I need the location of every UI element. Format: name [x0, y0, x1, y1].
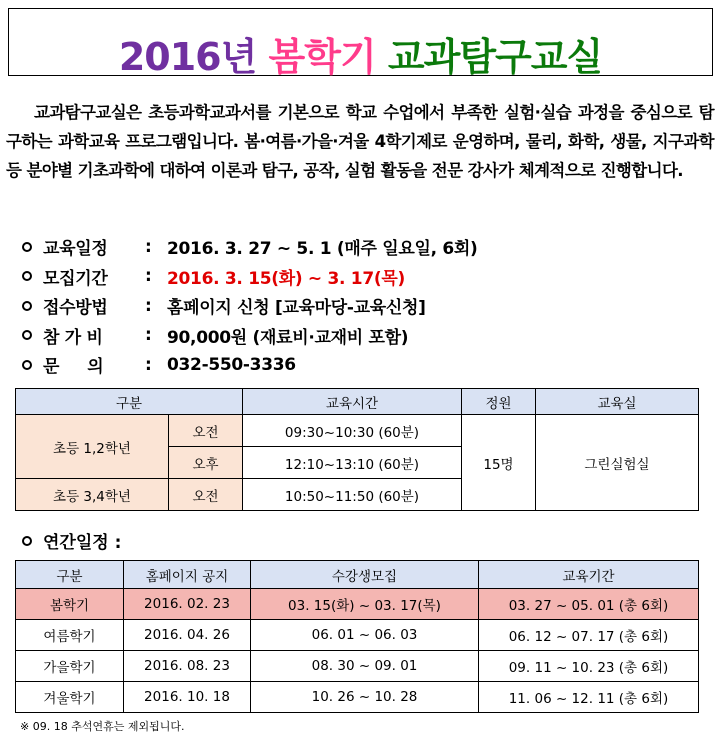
intro-paragraph	[6, 98, 714, 185]
header-category: 구분	[16, 389, 243, 415]
period-cell: 오전	[169, 415, 243, 447]
notice-cell: 2016. 02. 23	[124, 589, 251, 620]
title-box	[8, 8, 713, 79]
footnote: ※ 09. 18 추석연휴는 제외됩니다.	[20, 720, 185, 733]
info-label: 문 의	[43, 357, 104, 378]
table-row	[16, 415, 699, 447]
info-value: 2016. 3. 27 ~ 5. 1 (매주 일요일, 6회)	[167, 239, 478, 260]
term-cell: 여름학기	[16, 620, 124, 651]
recruit-cell: 08. 30 ~ 09. 01	[251, 651, 479, 682]
intro-text: 교과탐구교실은 초등과학교과서를 기본으로 학교 수업에서 부족한 실험·실습 과정을 중심으로 탐구하는 과학교육 프로그램입니다. 봄·여름·가을·겨울 4학기제로 운영하며, 물리, 화학, 생물, 지구과학 등 분야별 기초과학에 대하여 이론과 탐구, 공작, 실험 활동을 전문 강사가 체계적으로 진행합니다.	[6, 103, 714, 180]
header-room: 교육실	[536, 389, 699, 415]
header-notice: 홈페이지 공지	[124, 561, 251, 589]
info-list	[22, 232, 477, 380]
header-recruit: 수강생모집	[251, 561, 479, 589]
table-row	[16, 589, 699, 620]
term-cell: 가을학기	[16, 651, 124, 682]
time-cell: 12:10~13:10 (60분)	[243, 447, 462, 479]
info-value: 032-550-3336	[167, 354, 296, 375]
period-cell: 06. 12 ~ 07. 17 (총 6회)	[479, 620, 699, 651]
info-label: 참 가 비	[43, 327, 103, 348]
circle-bullet-icon	[22, 301, 32, 311]
notice-cell: 2016. 04. 26	[124, 620, 251, 651]
info-value: 홈페이지 신청 [교육마당-교육신청]	[167, 298, 426, 319]
recruit-cell: 06. 01 ~ 06. 03	[251, 620, 479, 651]
info-label: 접수방법	[43, 298, 108, 319]
class-time-table	[15, 388, 699, 511]
period-cell: 09. 11 ~ 10. 23 (총 6회)	[479, 651, 699, 682]
notice-cell: 2016. 10. 18	[124, 682, 251, 713]
info-value: 90,000원 (재료비·교재비 포함)	[167, 327, 409, 348]
period-cell: 03. 27 ~ 05. 01 (총 6회)	[479, 589, 699, 620]
period-cell: 11. 06 ~ 12. 11 (총 6회)	[479, 682, 699, 713]
table-row	[16, 651, 699, 682]
time-cell: 10:50~11:50 (60분)	[243, 479, 462, 511]
term-cell: 겨울학기	[16, 682, 124, 713]
info-label: 모집기간	[43, 268, 108, 289]
info-fee: 참 가 비 : 90,000원 (재료비·교재비 포함)	[22, 321, 477, 351]
info-contact: 문 의 : 032-550-3336	[22, 350, 477, 380]
table-header-row	[16, 561, 699, 589]
table-row	[16, 682, 699, 713]
circle-bullet-icon	[22, 242, 32, 252]
title-program: 교과탐구교실	[387, 35, 603, 79]
page-title	[9, 26, 712, 81]
circle-bullet-icon	[22, 360, 32, 370]
recruit-cell: 03. 15(화) ~ 03. 17(목)	[251, 589, 479, 620]
circle-bullet-icon	[22, 330, 32, 340]
info-recruit-period: 모집기간 : 2016. 3. 15(화) ~ 3. 17(목)	[22, 262, 477, 292]
info-label: 교육일정	[43, 239, 108, 260]
info-apply-method: 접수방법 : 홈페이지 신청 [교육마당-교육신청]	[22, 291, 477, 321]
title-year: 2016년	[118, 35, 257, 79]
room-cell: 그린실험실	[536, 415, 699, 511]
table-header-row	[16, 389, 699, 415]
time-cell: 09:30~10:30 (60분)	[243, 415, 462, 447]
grade-cell: 초등 1,2학년	[16, 415, 169, 479]
capacity-cell: 15명	[462, 415, 536, 511]
period-cell: 오후	[169, 447, 243, 479]
annual-schedule-title: 연간일정 :	[43, 533, 122, 553]
header-capacity: 정원	[462, 389, 536, 415]
recruit-cell: 10. 26 ~ 10. 28	[251, 682, 479, 713]
header-term: 구분	[16, 561, 124, 589]
term-cell: 봄학기	[16, 589, 124, 620]
title-season: 봄학기	[268, 35, 376, 79]
info-value: 2016. 3. 15(화) ~ 3. 17(목)	[167, 268, 405, 289]
info-schedule: 교육일정 : 2016. 3. 27 ~ 5. 1 (매주 일요일, 6회)	[22, 232, 477, 262]
header-period: 교육기간	[479, 561, 699, 589]
circle-bullet-icon	[22, 271, 32, 281]
table-row	[16, 620, 699, 651]
circle-bullet-icon	[22, 536, 32, 546]
annual-schedule-heading	[22, 528, 121, 553]
annual-schedule-table	[15, 560, 699, 713]
grade-cell: 초등 3,4학년	[16, 479, 169, 511]
header-time: 교육시간	[243, 389, 462, 415]
period-cell: 오전	[169, 479, 243, 511]
notice-cell: 2016. 08. 23	[124, 651, 251, 682]
